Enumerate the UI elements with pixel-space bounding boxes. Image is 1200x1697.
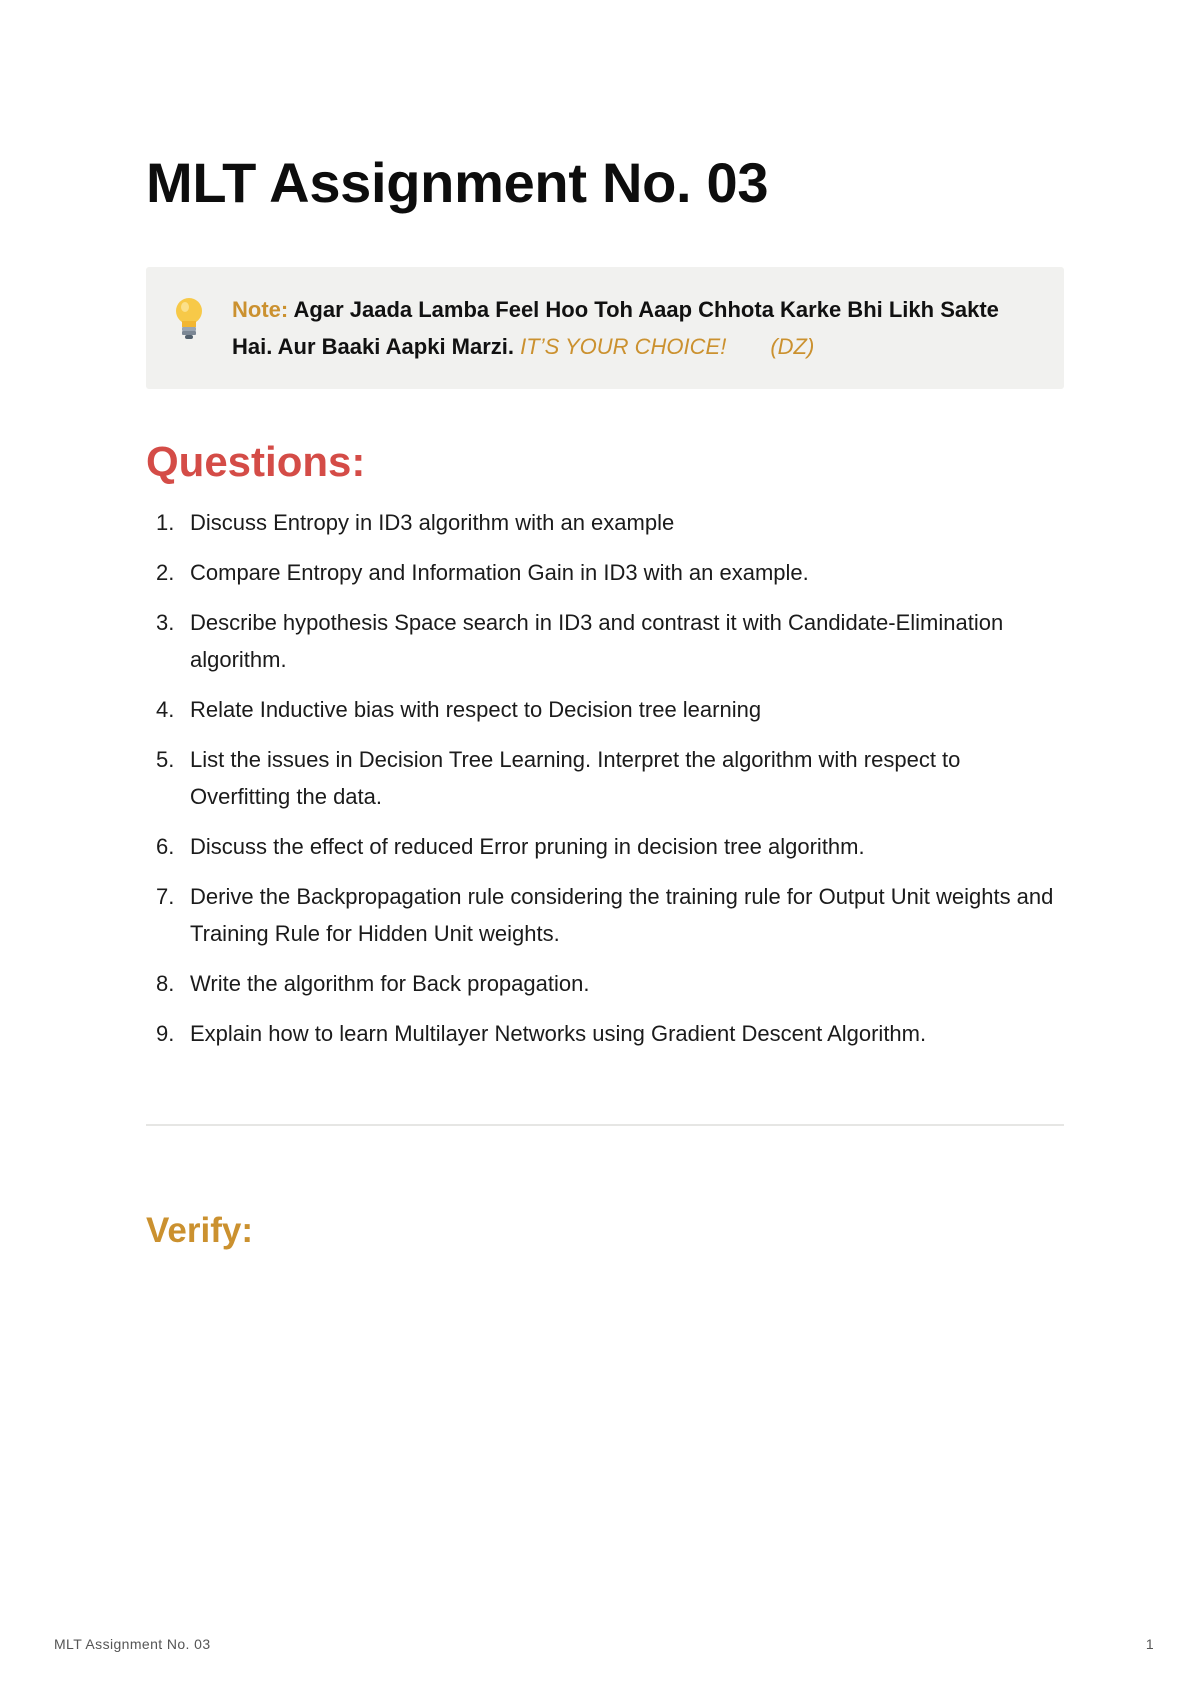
- question-item: [146, 965, 1066, 1002]
- footer-page-number: 1: [1145, 1636, 1154, 1652]
- question-text: Derive the Backpropagation rule considering the training rule for Output Unit weights and Training Rule for Hidden Unit weights.: [190, 884, 1054, 946]
- question-number: 7.: [156, 884, 175, 909]
- signature-text: (DZ): [770, 334, 815, 359]
- questions-heading: Questions:: [146, 438, 366, 485]
- question-item: [146, 1015, 1066, 1052]
- question-text: List the issues in Decision Tree Learning. Interpret the algorithm with respect to Overfitting the data.: [190, 747, 961, 809]
- question-number: 9.: [156, 1021, 175, 1046]
- question-number: 6.: [156, 834, 175, 859]
- verify-heading: Verify:: [146, 1211, 253, 1250]
- lightbulb-icon: [174, 297, 204, 341]
- question-item: [146, 828, 1066, 865]
- section-divider: [146, 1124, 1064, 1126]
- question-text: Explain how to learn Multilayer Networks using Gradient Descent Algorithm.: [190, 1021, 927, 1046]
- question-item: [146, 741, 1066, 815]
- footer-document-title: MLT Assignment No. 03: [54, 1636, 211, 1652]
- question-text: Describe hypothesis Space search in ID3 and contrast it with Candidate-Elimination algorithm.: [190, 610, 1004, 672]
- choice-text: IT’S YOUR CHOICE!: [520, 334, 727, 359]
- question-number: 4.: [156, 697, 175, 722]
- note-label: Note:: [232, 297, 289, 322]
- question-item: [146, 604, 1066, 678]
- note-callout: [146, 267, 1064, 389]
- question-number: 8.: [156, 971, 175, 996]
- question-number: 3.: [156, 610, 175, 635]
- page-title: MLT Assignment No. 03: [146, 151, 769, 214]
- question-text: Compare Entropy and Information Gain in ID3 with an example.: [190, 560, 809, 585]
- question-number: 1.: [156, 510, 175, 535]
- question-text: Discuss the effect of reduced Error pruning in decision tree algorithm.: [190, 834, 865, 859]
- question-item: [146, 504, 1066, 541]
- question-number: 5.: [156, 747, 175, 772]
- question-number: 2.: [156, 560, 175, 585]
- question-item: [146, 691, 1066, 728]
- question-text: Write the algorithm for Back propagation.: [190, 971, 590, 996]
- note-text: [232, 291, 1032, 365]
- question-item: [146, 878, 1066, 952]
- note-body: Agar Jaada Lamba Feel Hoo Toh Aaap Chhota Karke Bhi Likh Sakte Hai. Aur Baaki Aapki Marzi.: [232, 297, 999, 359]
- question-text: Relate Inductive bias with respect to Decision tree learning: [190, 697, 762, 722]
- question-item: [146, 554, 1066, 591]
- question-list: [146, 504, 1066, 1065]
- question-text: Discuss Entropy in ID3 algorithm with an example: [190, 510, 675, 535]
